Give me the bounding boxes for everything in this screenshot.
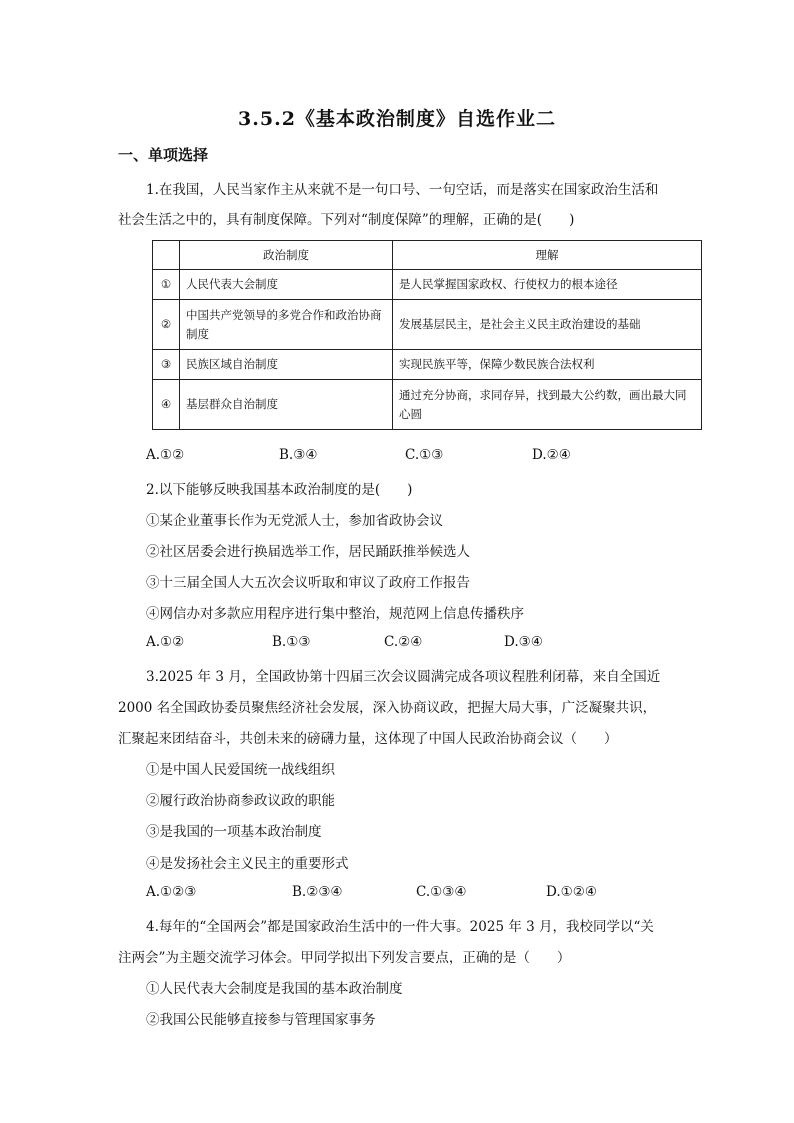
row-meaning: 通过充分协商，求同存异，找到最大公约数，画出最大同心圆 xyxy=(393,380,702,430)
table-header-num xyxy=(153,241,180,270)
row-meaning: 发展基层民主，是社会主义民主政治建设的基础 xyxy=(393,300,702,350)
q2-item-4: ④网信办对多款应用程序进行集中整治，规范网上信息传播秩序 xyxy=(146,606,524,622)
q3-stem-line1: 3.2025 年 3 月，全国政协第十四届三次会议圆满完成各项议程胜利闭幕，来自全国近 xyxy=(146,669,661,685)
q4-item-2: ②我国公民能够直接参与管理国家事务 xyxy=(146,1012,376,1028)
row-num: ② xyxy=(153,300,180,350)
q3-item-2: ②履行政治协商参政议政的职能 xyxy=(146,793,335,809)
q3-stem-line3: 汇聚起来团结奋斗，共创未来的磅礴力量，这体现了中国人民政治协商会议（ ） xyxy=(118,731,618,747)
option-c[interactable]: C.①③④ xyxy=(416,884,467,900)
row-meaning: 是人民掌握国家政权、行使权力的根本途径 xyxy=(393,270,702,300)
q4-stem-line2: 注两会”为主题交流学习体会。甲同学拟出下列发言要点，正确的是（ ） xyxy=(118,950,571,966)
option-b[interactable]: B.②③④ xyxy=(292,884,343,900)
q3-item-4: ④是发扬社会主义民主的重要形式 xyxy=(146,856,349,872)
option-c[interactable]: C.①③ xyxy=(405,447,444,463)
option-a[interactable]: A.①②③ xyxy=(146,884,197,900)
table-row xyxy=(153,380,702,430)
table-header-meaning: 理解 xyxy=(393,241,702,270)
option-a[interactable]: A.①② xyxy=(146,634,185,650)
option-c[interactable]: C.②④ xyxy=(384,634,423,650)
table-row xyxy=(153,300,702,350)
q4-item-1: ①人民代表大会制度是我国的基本政治制度 xyxy=(146,981,403,997)
table-header-system: 政治制度 xyxy=(180,241,393,270)
row-num: ④ xyxy=(153,380,180,430)
row-system: 人民代表大会制度 xyxy=(180,270,393,300)
q1-stem-line2: 社会生活之中的，具有制度保障。下列对“制度保障”的理解，正确的是( ) xyxy=(118,212,575,228)
row-num: ① xyxy=(153,270,180,300)
q1-stem-line1: 1.在我国，人民当家作主从来就不是一句口号、一句空话，而是落实在国家政治生活和 xyxy=(146,182,659,198)
q1-table xyxy=(152,240,702,430)
row-num: ③ xyxy=(153,350,180,380)
q2-item-2: ②社区居委会进行换届选举工作，居民踊跃推举候选人 xyxy=(146,544,470,560)
table-row xyxy=(153,270,702,300)
row-meaning: 实现民族平等，保障少数民族合法权利 xyxy=(393,350,702,380)
table-header-row xyxy=(153,241,702,270)
section-heading: 一、单项选择 xyxy=(118,146,209,164)
q2-item-3: ③十三届全国人大五次会议听取和审议了政府工作报告 xyxy=(146,575,470,591)
option-a[interactable]: A.①② xyxy=(146,447,185,463)
row-system: 基层群众自治制度 xyxy=(180,380,393,430)
q4-stem-line1: 4.每年的“全国两会”都是国家政治生活中的一件大事。2025 年 3 月，我校同学以“关 xyxy=(146,919,654,935)
table-row xyxy=(153,350,702,380)
option-d[interactable]: D.②④ xyxy=(532,447,571,463)
q3-item-1: ①是中国人民爱国统一战线组织 xyxy=(146,762,335,778)
option-d[interactable]: D.①②④ xyxy=(546,884,597,900)
row-system: 民族区域自治制度 xyxy=(180,350,393,380)
page-title: 3.5.2《基本政治制度》自选作业二 xyxy=(238,108,556,130)
q2-item-1: ①某企业董事长作为无党派人士，参加省政协会议 xyxy=(146,513,443,529)
q3-item-3: ③是我国的一项基本政治制度 xyxy=(146,824,322,840)
q3-stem-line2: 2000 名全国政协委员聚焦经济社会发展，深入协商议政，把握大局大事，广泛凝聚共识， xyxy=(118,700,657,716)
q2-stem: 2.以下能够反映我国基本政治制度的是( ) xyxy=(146,482,413,498)
row-system: 中国共产党领导的多党合作和政治协商制度 xyxy=(180,300,393,350)
option-d[interactable]: D.③④ xyxy=(504,634,543,650)
option-b[interactable]: B.③④ xyxy=(279,447,318,463)
option-b[interactable]: B.①③ xyxy=(272,634,311,650)
